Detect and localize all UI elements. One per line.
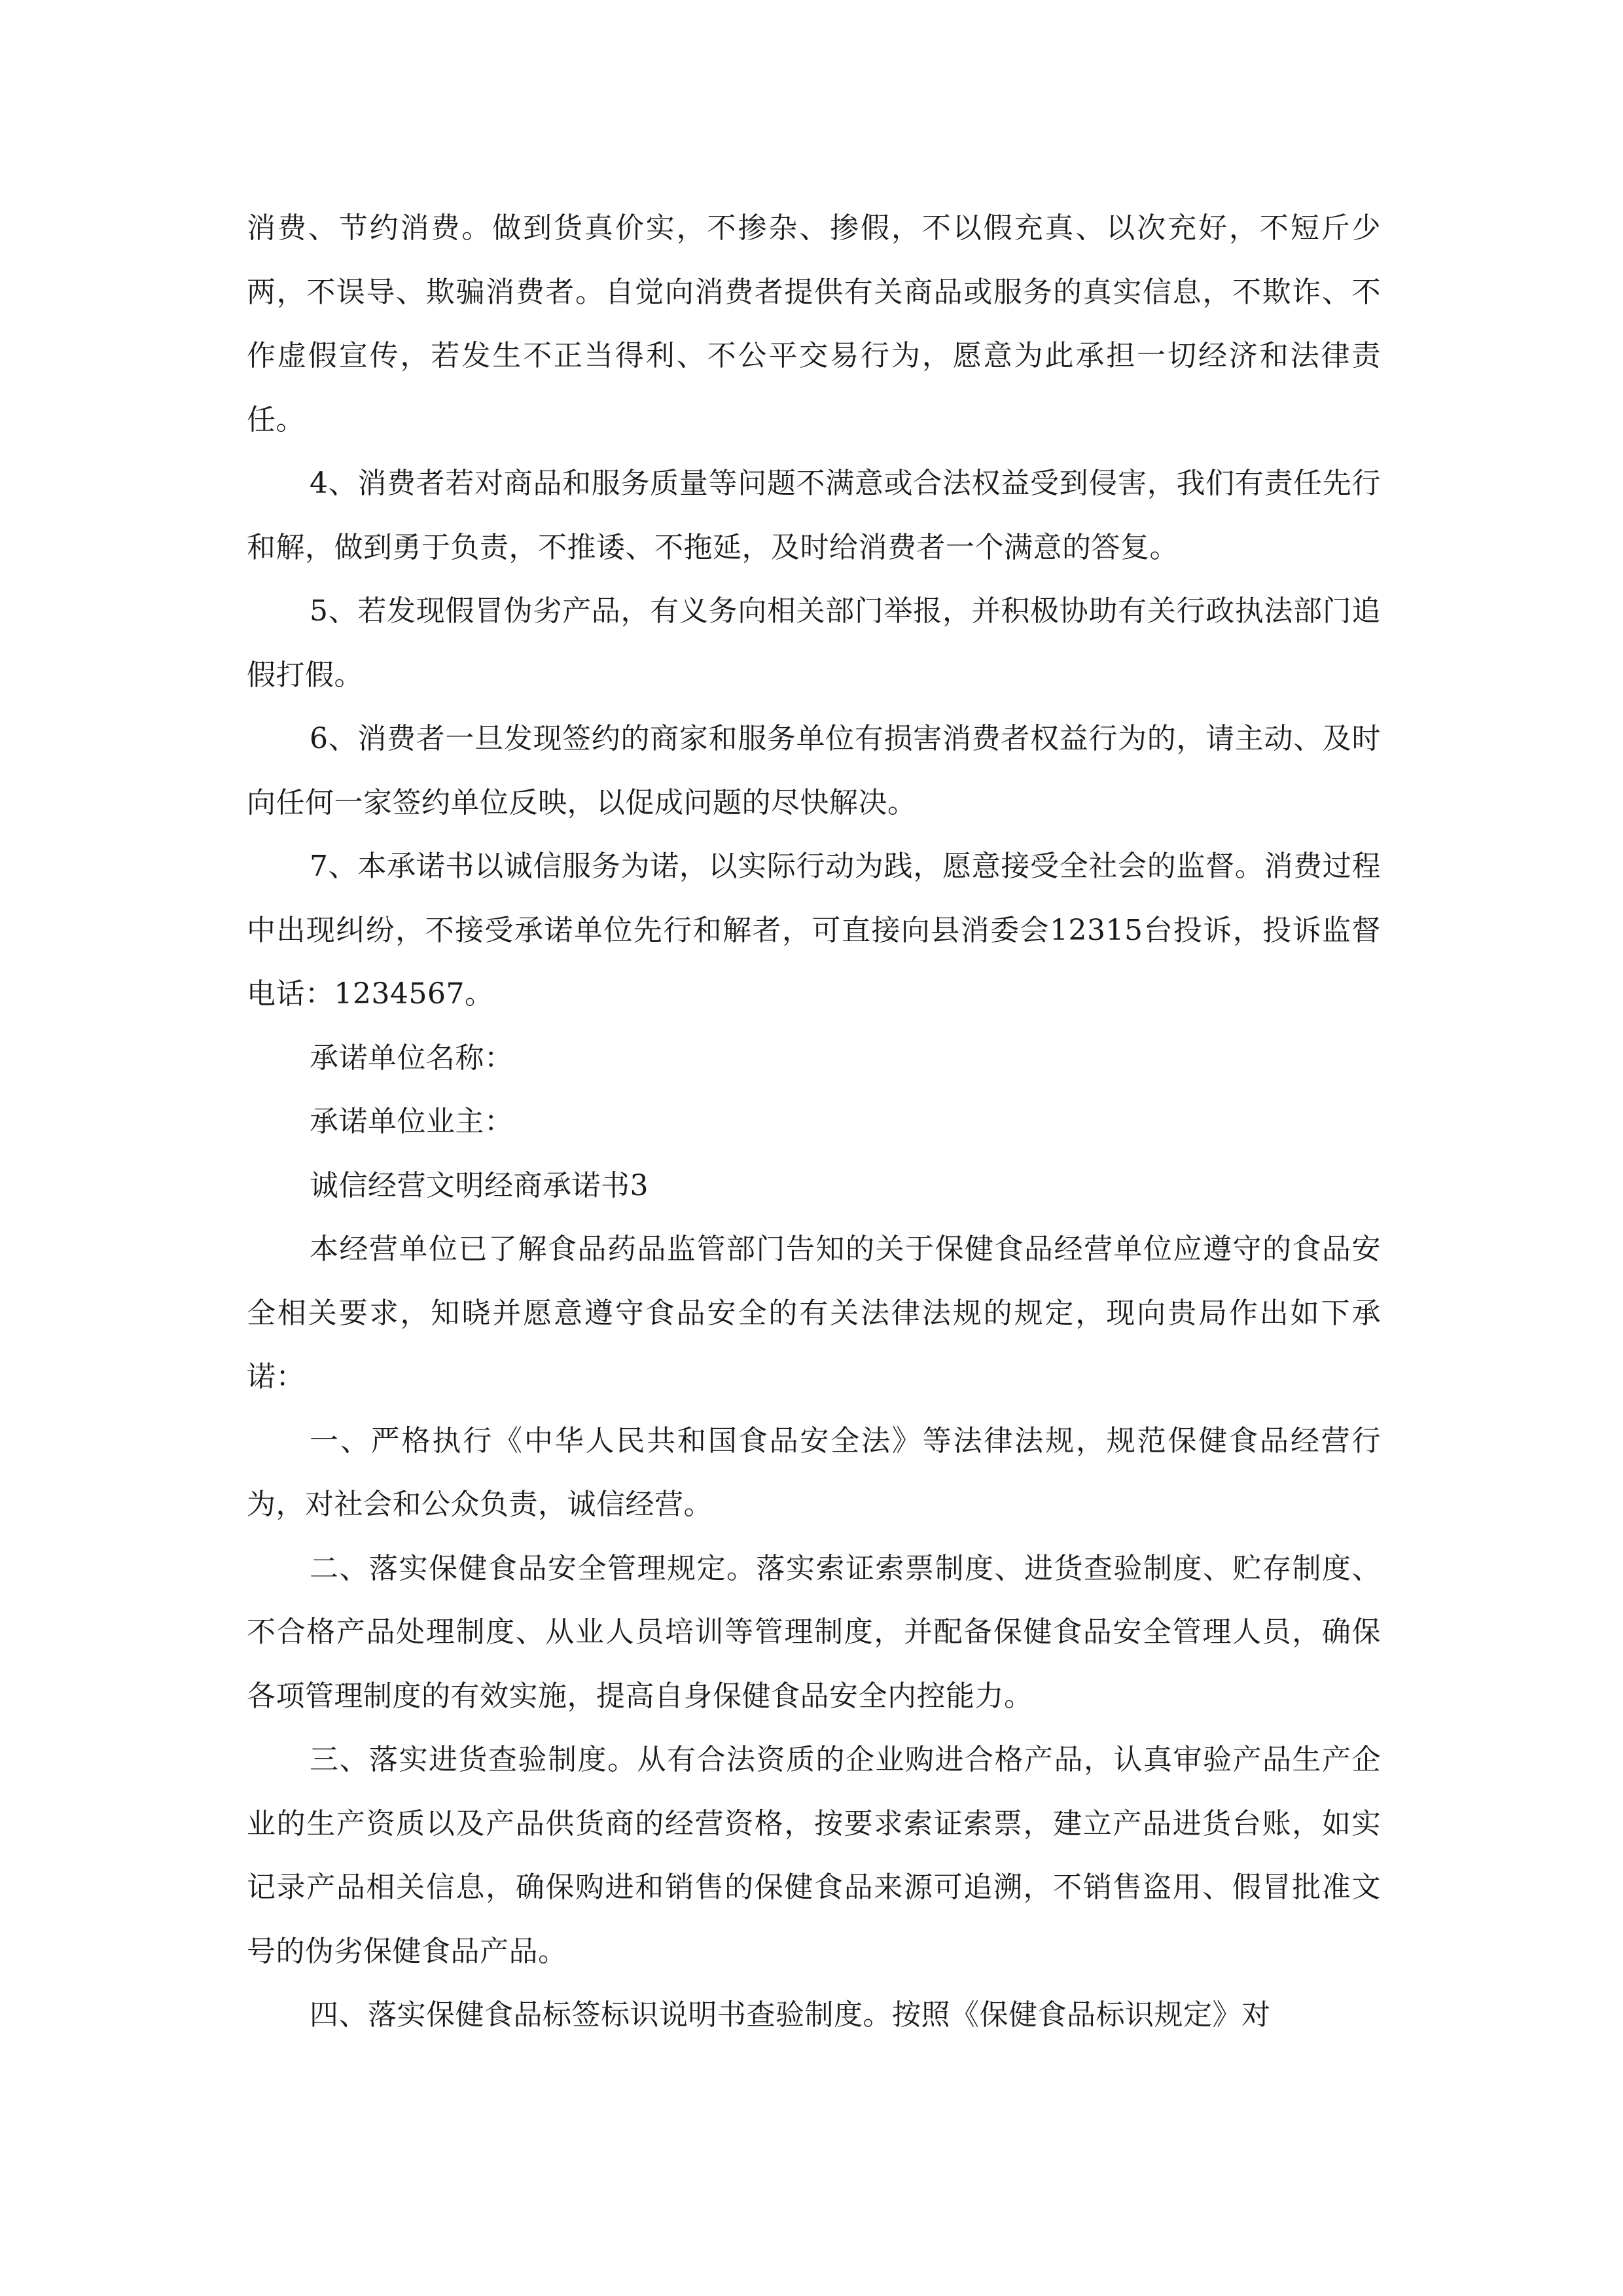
paragraph-item-7: 7、本承诺书以诚信服务为诺，以实际行动为践，愿意接受全社会的监督。消费过程中出现纠纷，不接受承诺单位先行和解者，可直接向县消委会12315台投诉，投诉监督电话：1234567。 [247,850,1381,1011]
paragraph-item-5: 5、若发现假冒伪劣产品，有义务向相关部门举报，并积极协助有关行政执法部门追假打假。 [247,594,1381,692]
paragraph-pledge-3: 三、落实进货查验制度。从有合法资质的企业购进合格产品，认真审验产品生产企业的生产资质以及产品供货商的经营资格，按要求索证索票，建立产品进货台账，如实记录产品相关信息，确保购进和销售的保健食品来源可追溯，不销售盗用、假冒批准文号的伪劣保健食品产品。 [247,1743,1381,1968]
document-body [247,196,1381,2047]
paragraph-intro: 本经营单位已了解食品药品监管部门告知的关于保健食品经营单位应遵守的食品安全相关要求，知晓并愿意遵守食品安全的有关法律法规的规定，现向贵局作出如下承诺： [247,1232,1381,1393]
paragraph-item-4: 4、消费者若对商品和服务质量等问题不满意或合法权益受到侵害，我们有责任先行和解，做到勇于负责，不推诿、不拖延，及时给消费者一个满意的答复。 [247,467,1381,564]
paragraph-pledge-1: 一、严格执行《中华人民共和国食品安全法》等法律法规，规范保健食品经营行为，对社会和公众负责，诚信经营。 [247,1424,1381,1521]
paragraph-continuation: 消费、节约消费。做到货真价实，不掺杂、掺假，不以假充真、以次充好，不短斤少两，不误导、欺骗消费者。自觉向消费者提供有关商品或服务的真实信息，不欺诈、不作虚假宣传，若发生不正当得利、不公平交易行为，愿意为此承担一切经济和法律责任。 [247,211,1381,437]
paragraph-item-6: 6、消费者一旦发现签约的商家和服务单位有损害消费者权益行为的，请主动、及时向任何一家签约单位反映，以促成问题的尽快解决。 [247,722,1381,819]
paragraph-pledge-2: 二、落实保健食品安全管理规定。落实索证索票制度、进货查验制度、贮存制度、不合格产品处理制度、从业人员培训等管理制度，并配备保健食品安全管理人员，确保各项管理制度的有效实施，提高自身保健食品安全内控能力。 [247,1551,1381,1713]
section-title: 诚信经营文明经商承诺书3 [310,1168,649,1202]
pledge-unit-owner-label: 承诺单位业主： [310,1105,514,1138]
pledge-unit-name-label: 承诺单位名称： [310,1041,514,1075]
paragraph-pledge-4: 四、落实保健食品标签标识说明书查验制度。按照《保健食品标识规定》对 [310,1998,1271,2032]
